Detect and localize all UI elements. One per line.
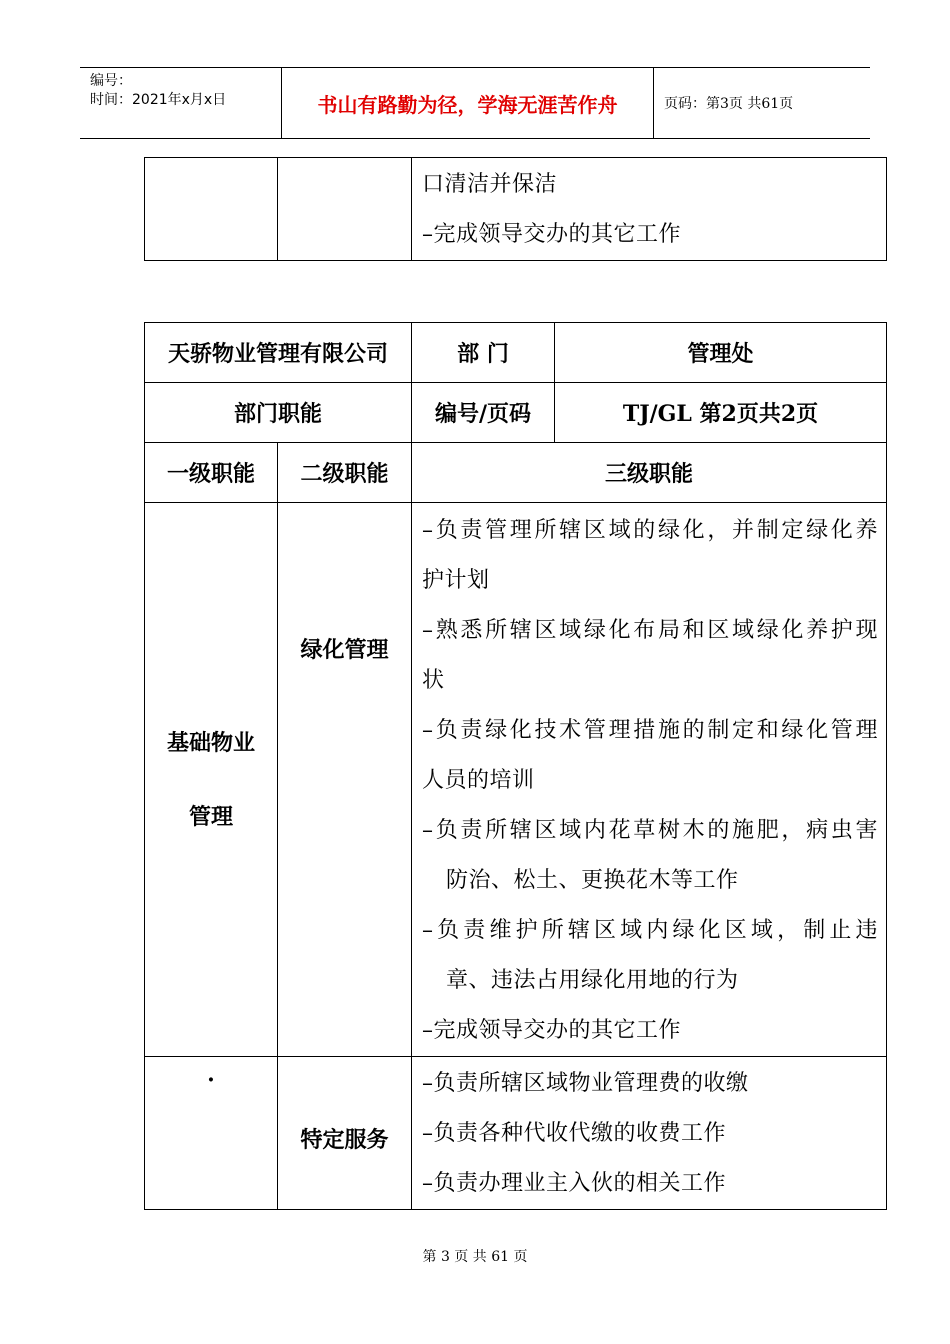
continued-cell-level3 [412, 158, 887, 261]
header-motto: 书山有路勤为径，学海无涯苦作舟 [282, 68, 654, 138]
dept-value: 管理处 [555, 323, 887, 383]
list-item: –负责绿化技术管理措施的制定和绿化管理 [422, 718, 879, 743]
list-item: 口清洁并保洁 [422, 172, 558, 197]
row2-level2: 特定服务 [278, 1057, 412, 1210]
page-header [80, 67, 870, 139]
list-item: 状 [422, 668, 445, 693]
list-item: –负责各种代收代缴的收费工作 [422, 1121, 727, 1146]
header-time: 时间：2021年x月x日 [90, 92, 227, 108]
col2-header: 二级职能 [278, 443, 412, 503]
functions-table [144, 322, 887, 1210]
row1-level1-line2: 管理 [188, 803, 233, 830]
company-name: 天骄物业管理有限公司 [145, 323, 412, 383]
code-label: 编号/页码 [412, 383, 555, 443]
row2-level3 [412, 1057, 887, 1210]
list-item: –熟悉所辖区域绿化布局和区域绿化养护现 [422, 618, 879, 643]
page-footer: 第 3 页 共 61 页 [422, 1249, 528, 1265]
list-item: 人员的培训 [422, 768, 535, 793]
list-item: –负责维护所辖区域内绿化区域，制止违 [422, 918, 879, 943]
list-item: –完成领导交办的其它工作 [422, 1018, 682, 1043]
col1-header: 一级职能 [145, 443, 278, 503]
list-item: 防治、松土、更换花木等工作 [446, 868, 739, 893]
continued-table [144, 157, 887, 261]
list-item: 护计划 [422, 568, 490, 593]
list-item: 章、违法占用绿化用地的行为 [446, 968, 739, 993]
continued-cell-level2 [278, 158, 412, 261]
header-number: 编号： [90, 73, 132, 89]
continued-cell-level1 [145, 158, 278, 261]
list-item: –负责所辖区域内花草树木的施肥，病虫害 [422, 818, 879, 843]
row1-level2: 绿化管理 [278, 503, 412, 1057]
header-meta [80, 68, 282, 138]
list-item: –负责所辖区域物业管理费的收缴 [422, 1071, 749, 1096]
dept-label: 部 门 [412, 323, 555, 383]
row1-level3 [412, 503, 887, 1057]
row2-level1: · [145, 1057, 278, 1210]
doc-title: 部门职能 [145, 383, 412, 443]
header-page-info: 页码：第3页 共61页 [664, 96, 794, 112]
list-item: –负责办理业主入伙的相关工作 [422, 1171, 727, 1196]
list-item: –完成领导交办的其它工作 [422, 222, 682, 247]
list-item: –负责管理所辖区域的绿化，并制定绿化养 [422, 518, 879, 543]
col3-header: 三级职能 [412, 443, 887, 503]
row1-level1-line1: 基础物业 [166, 729, 255, 756]
code-value: TJ/GL 第2页共2页 [555, 383, 887, 443]
row1-level1 [145, 503, 278, 1057]
